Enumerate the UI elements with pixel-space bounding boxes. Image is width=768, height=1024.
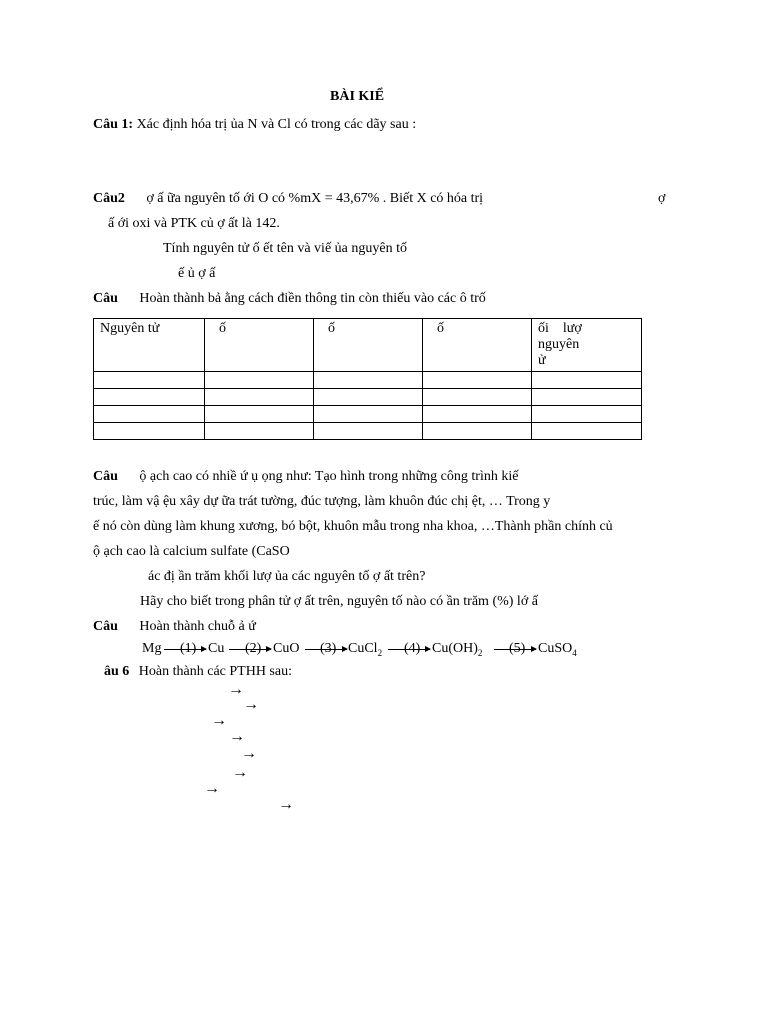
page-title: BÀI KIỂ	[330, 89, 385, 104]
header-atomic-mass: ối lượ nguyên ử	[538, 321, 582, 368]
question-5-label: Câu	[93, 619, 118, 634]
question-3	[93, 290, 486, 308]
species-mg: Mg	[142, 641, 162, 656]
question-4-line-4: ộ ạch cao là calcium sulfate (CaSO	[93, 544, 290, 559]
table-cell[interactable]	[423, 423, 532, 440]
question-4-part-a: ác đị ần trăm khối lượ ủa các nguyên tố ợ ất trên?	[148, 569, 426, 584]
question-2-part-b: ế ủ ợ ấ	[178, 266, 216, 281]
atom-table	[93, 318, 642, 440]
table-cell[interactable]	[94, 423, 205, 440]
equation-arrow-6: →	[232, 764, 248, 781]
equation-arrow-7: →	[204, 780, 220, 797]
table-cell[interactable]	[423, 406, 532, 423]
question-2-line-2: ấ ới oxi và PTK củ ợ ất là 142.	[108, 216, 280, 231]
equation-arrow-2: →	[243, 696, 259, 713]
equation-arrow-1: →	[228, 681, 244, 698]
atom-table-header	[94, 319, 642, 372]
step-2: (2)	[245, 641, 262, 656]
question-2-label: Câu2	[93, 191, 125, 206]
species-cuso4: CuSO$_4$	[538, 641, 577, 658]
table-cell[interactable]	[314, 389, 423, 406]
equation-arrow-4: →	[229, 728, 245, 745]
equation-arrow-8: →	[278, 796, 294, 813]
question-2-text: ợ ấ ữa nguyên tố ới O có %mX = 43,67% . Biết X có hóa trị	[146, 191, 484, 206]
question-2-line-1	[93, 190, 483, 208]
step-4: (4)	[404, 641, 421, 656]
question-3-label: Câu	[93, 291, 118, 306]
species-cuo: CuO	[273, 641, 300, 656]
equation-arrow-3: →	[211, 712, 227, 729]
question-6-label: âu 6	[104, 664, 130, 679]
step-5: (5)	[509, 641, 526, 656]
question-1	[93, 116, 416, 134]
header-col-4: ố	[437, 321, 444, 336]
question-2-part-a: Tính nguyên tử ố ết tên và viế ủa nguyên tố	[163, 241, 407, 256]
table-cell[interactable]	[314, 423, 423, 440]
table-cell[interactable]	[423, 389, 532, 406]
species-cuoh2: $Cu(OH)_2$	[432, 641, 483, 658]
table-cell[interactable]	[94, 389, 205, 406]
question-3-text: Hoàn thành bả ằng cách điền thông tin còn thiếu vào các ô trố	[139, 291, 486, 306]
question-4-label: Câu	[93, 469, 118, 484]
question-5	[93, 618, 256, 636]
table-cell[interactable]	[532, 423, 642, 440]
table-cell[interactable]	[532, 389, 642, 406]
table-cell[interactable]	[205, 423, 314, 440]
equation-arrow-5: →	[241, 745, 257, 762]
table-cell[interactable]	[532, 372, 642, 389]
table-cell[interactable]	[205, 389, 314, 406]
table-row	[94, 389, 642, 406]
step-3: (3)	[320, 641, 337, 656]
table-row	[94, 406, 642, 423]
table-cell[interactable]	[205, 406, 314, 423]
species-cucl2: CuCl$_2$	[348, 641, 383, 658]
question-4-text: ộ ạch cao có nhiề ứ ụ ọng như: Tạo hình trong những công trình kiế	[139, 469, 519, 484]
question-4-line-1	[93, 468, 518, 486]
table-cell[interactable]	[205, 372, 314, 389]
table-cell[interactable]	[423, 372, 532, 389]
species-cu: Cu	[208, 641, 225, 656]
header-atom: Nguyên tử	[100, 321, 160, 336]
question-1-text: Xác định hóa trị ủa N và Cl có trong các dãy sau :	[136, 117, 417, 132]
question-6-text: Hoàn thành các PTHH sau:	[138, 664, 292, 679]
table-cell[interactable]	[94, 406, 205, 423]
table-cell[interactable]	[314, 372, 423, 389]
question-5-text: Hoàn thành chuỗ ả ứ	[139, 619, 256, 634]
table-cell[interactable]	[94, 372, 205, 389]
header-col-3: ố	[328, 321, 335, 336]
header-col-2: ố	[219, 321, 226, 336]
table-cell[interactable]	[532, 406, 642, 423]
table-row	[94, 423, 642, 440]
table-row	[94, 372, 642, 389]
question-6	[104, 663, 292, 681]
table-cell[interactable]	[314, 406, 423, 423]
question-2-line-1-end: ợ	[658, 191, 666, 206]
step-1: (1)	[180, 641, 197, 656]
question-1-label: Câu 1:	[93, 117, 134, 132]
question-4-line-3: ế nó còn dùng làm khung xương, bó bột, khuôn mẫu trong nha khoa, …Thành phần chính củ	[93, 519, 613, 534]
question-4-line-2: trúc, làm vậ ệu xây dự ữa trát tường, đúc tượng, làm khuôn đúc chị ệt, … Trong y	[93, 494, 551, 509]
question-4-part-b: Hãy cho biết trong phân tử ợ ất trên, nguyên tố nào có ần trăm (%) lớ ấ	[140, 594, 538, 609]
